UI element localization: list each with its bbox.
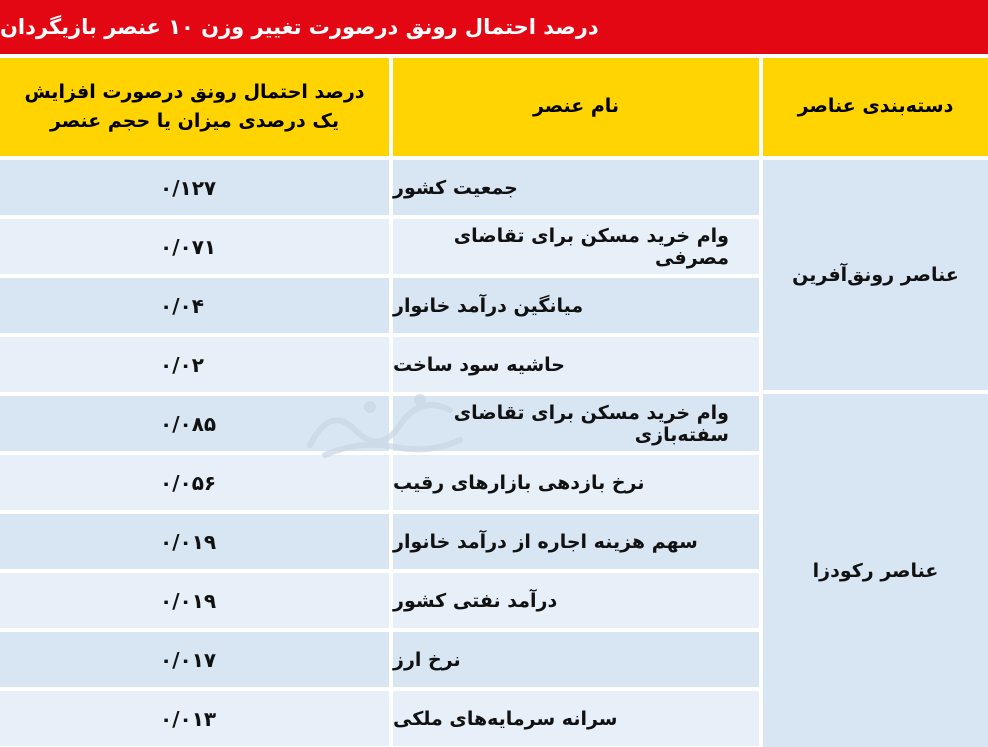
header-name: نام عنصر	[393, 58, 759, 156]
element-value: ۰/۰۵۶	[0, 455, 389, 510]
element-name: سرانه سرمایه‌های ملکی	[393, 691, 759, 746]
table-row	[0, 632, 759, 687]
header-category: دسته‌بندی عناصر	[763, 58, 988, 156]
table-row	[0, 278, 759, 333]
element-name: حاشیه سود ساخت	[393, 337, 759, 392]
element-name: سهم هزینه اجاره از درآمد خانوار	[393, 514, 759, 569]
element-value: ۰/۰۷۱	[0, 219, 389, 274]
table-row	[0, 691, 759, 746]
header-percent-line1: درصد احتمال رونق درصورت افزایش	[24, 80, 365, 103]
header-percent-line2: یک درصدی میزان یا حجم عنصر	[50, 110, 339, 132]
element-value: ۰/۱۲۷	[0, 160, 389, 215]
table-row	[0, 573, 759, 628]
element-name: میانگین درآمد خانوار	[393, 278, 759, 333]
element-value: ۰/۰۱۷	[0, 632, 389, 687]
element-name: جمعیت کشور	[393, 160, 759, 215]
category-column	[763, 160, 988, 747]
element-value: ۰/۰۲	[0, 337, 389, 392]
header-percent	[0, 58, 389, 156]
table-header	[0, 58, 988, 156]
table-row	[0, 396, 759, 451]
table-row	[0, 337, 759, 392]
element-name: نرخ بازدهی بازارهای رقیب	[393, 455, 759, 510]
element-value: ۰/۰۸۵	[0, 396, 389, 451]
element-value: ۰/۰۱۹	[0, 573, 389, 628]
element-value: ۰/۰۱۳	[0, 691, 389, 746]
category-cell-boom: عناصر رونق‌آفرین	[763, 160, 988, 390]
element-name: وام خرید مسکن برای تقاضای مصرفی	[393, 219, 759, 274]
category-cell-recession: عناصر رکودزا	[763, 394, 988, 747]
table-row	[0, 219, 759, 274]
element-value: ۰/۰۱۹	[0, 514, 389, 569]
table-body	[0, 160, 988, 747]
table-row	[0, 160, 759, 215]
element-name: نرخ ارز	[393, 632, 759, 687]
element-name: وام خرید مسکن برای تقاضای سفته‌بازی	[393, 396, 759, 451]
element-name: درآمد نفتی کشور	[393, 573, 759, 628]
table-row	[0, 514, 759, 569]
element-value: ۰/۰۴	[0, 278, 389, 333]
table-title: درصد احتمال رونق درصورت تغییر وزن ۱۰ عنصر بازیگردان	[0, 0, 988, 54]
rows-column	[0, 160, 759, 747]
table-row	[0, 455, 759, 510]
